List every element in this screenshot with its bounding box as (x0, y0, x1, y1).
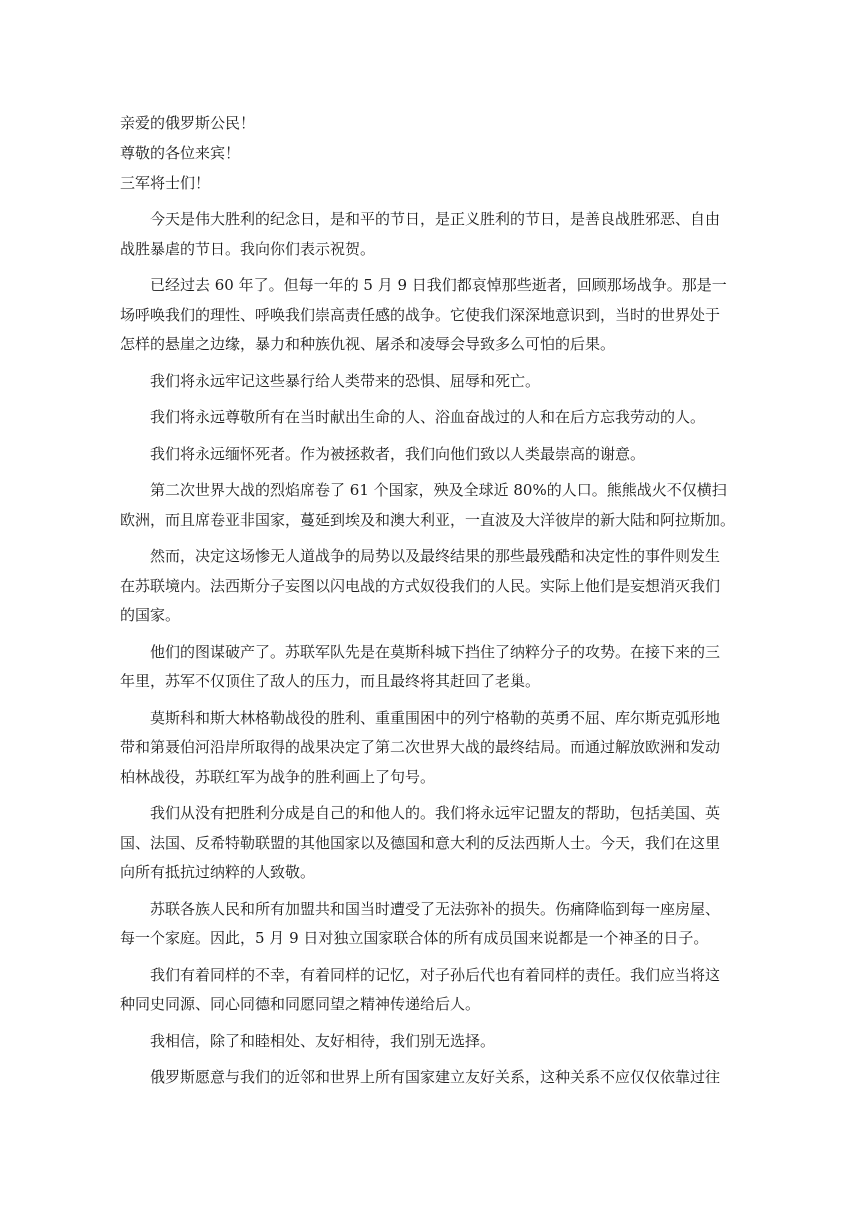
body-paragraph (120, 264, 736, 360)
paragraph-line: 俄罗斯愿意与我们的近邻和世界上所有国家建立友好关系，这种关系不应仅仅依靠过往 (150, 1068, 721, 1086)
paragraph-line: 的国家。 (120, 606, 181, 624)
paragraph-line: 我们从没有把胜利分成是自己的和他人的。我们将永远牢记盟友的帮助，包括美国、英 (150, 804, 721, 822)
salutation-line: 亲爱的俄罗斯公民！ (120, 114, 256, 132)
body-paragraph (120, 360, 736, 397)
body-paragraph (120, 792, 736, 888)
paragraph-line: 莫斯科和斯大林格勒战役的胜利、重重围困中的列宁格勒的英勇不屈、库尔斯克弧形地 (150, 708, 721, 727)
paragraph-line: 柏林战役，苏联红军为战争的胜利画上了句号。 (120, 767, 436, 786)
paragraph-line: 我们将永远缅怀死者。作为被拯救者，我们向他们致以人类最崇高的谢意。 (150, 444, 646, 463)
paragraph-line: 国、法国、反希特勒联盟的其他国家以及德国和意大利的反法西斯人士。今天，我们在这里 (120, 833, 721, 852)
body-paragraph (120, 198, 736, 264)
paragraph-line: 已经过去 60 年了。但每一年的 5 月 9 日我们都哀悼那些逝者，回顾那场战争。那是一 (150, 276, 727, 294)
paragraph-line: 怎样的悬崖之边缘，暴力和种族仇视、屠杀和凌辱会导致多么可怕的后果。 (120, 335, 616, 353)
paragraph-line: 今天是伟大胜利的纪念日，是和平的节日，是正义胜利的节日，是善良战胜邪恶、自由 (150, 210, 721, 228)
paragraph-line: 我们将永远牢记这些暴行给人类带来的恐惧、屈辱和死亡。 (150, 371, 541, 390)
paragraph-line: 带和第聂伯河沿岸所取得的战果决定了第二次世界大战的最终结局。而通过解放欧洲和发动 (120, 738, 721, 756)
body-paragraph (120, 535, 736, 631)
paragraph-line: 我们有着同样的不幸，有着同样的记忆，对子孙后代也有着同样的责任。我们应当将这 (150, 965, 721, 984)
paragraph-line: 第二次世界大战的烈焰席卷了 61 个国家，殃及全球近 80%的人口。熊熊战火不仅横扫 (150, 481, 727, 499)
paragraph-line: 苏联各族人民和所有加盟共和国当时遭受了无法弥补的损失。伤痛降临到每一座房屋、 (150, 899, 721, 918)
salutation-line: 三军将士们！ (120, 174, 211, 192)
body-paragraph (120, 396, 736, 433)
body-paragraph (120, 631, 736, 697)
paragraph-line: 向所有抵抗过纳粹的人致敬。 (120, 863, 316, 881)
body-paragraph (120, 697, 736, 793)
paragraph-line: 战胜暴虐的节日。我向你们表示祝贺。 (120, 239, 376, 258)
body-paragraph (120, 888, 736, 954)
paragraph-line: 年里，苏军不仅顶住了敌人的压力，而且最终将其赶回了老巢。 (120, 672, 541, 690)
paragraph-line: 我们将永远尊敬所有在当时献出生命的人、浴血奋战过的人和在后方忘我劳动的人。 (150, 408, 706, 426)
body-paragraph (120, 954, 736, 1020)
paragraph-line: 在苏联境内。法西斯分子妄图以闪电战的方式奴役我们的人民。实际上他们是妄想消灭我们 (120, 576, 721, 595)
body-paragraph (120, 469, 736, 535)
paragraph-line: 场呼唤我们的理性、呼唤我们崇高责任感的战争。它使我们深深地意识到，当时的世界处于 (120, 305, 721, 324)
salutation-line: 尊敬的各位来宾！ (120, 144, 241, 162)
paragraph-line: 他们的图谋破产了。苏联军队先是在莫斯科城下挡住了纳粹分子的攻势。在接下来的三 (150, 642, 721, 661)
paragraph-line: 种同史同源、同心同德和同愿同望之精神传递给后人。 (120, 995, 481, 1013)
paragraph-line: 然而，决定这场惨无人道战争的局势以及最终结果的那些最残酷和决定性的事件则发生 (150, 547, 721, 565)
paragraph-line: 每一个家庭。因此，5 月 9 日对独立国家联合体的所有成员国来说都是一个神圣的日子。 (120, 929, 709, 947)
paragraph-line: 我相信，除了和睦相处、友好相待，我们别无选择。 (150, 1031, 496, 1050)
body-paragraph (120, 1056, 736, 1093)
body-paragraph (120, 1020, 736, 1057)
body-paragraph (120, 433, 736, 470)
speech-body (120, 108, 736, 1093)
paragraph-line: 欧洲，而且席卷亚非国家，蔓延到埃及和澳大利亚，一直波及大洋彼岸的新大陆和阿拉斯加。 (120, 510, 736, 529)
